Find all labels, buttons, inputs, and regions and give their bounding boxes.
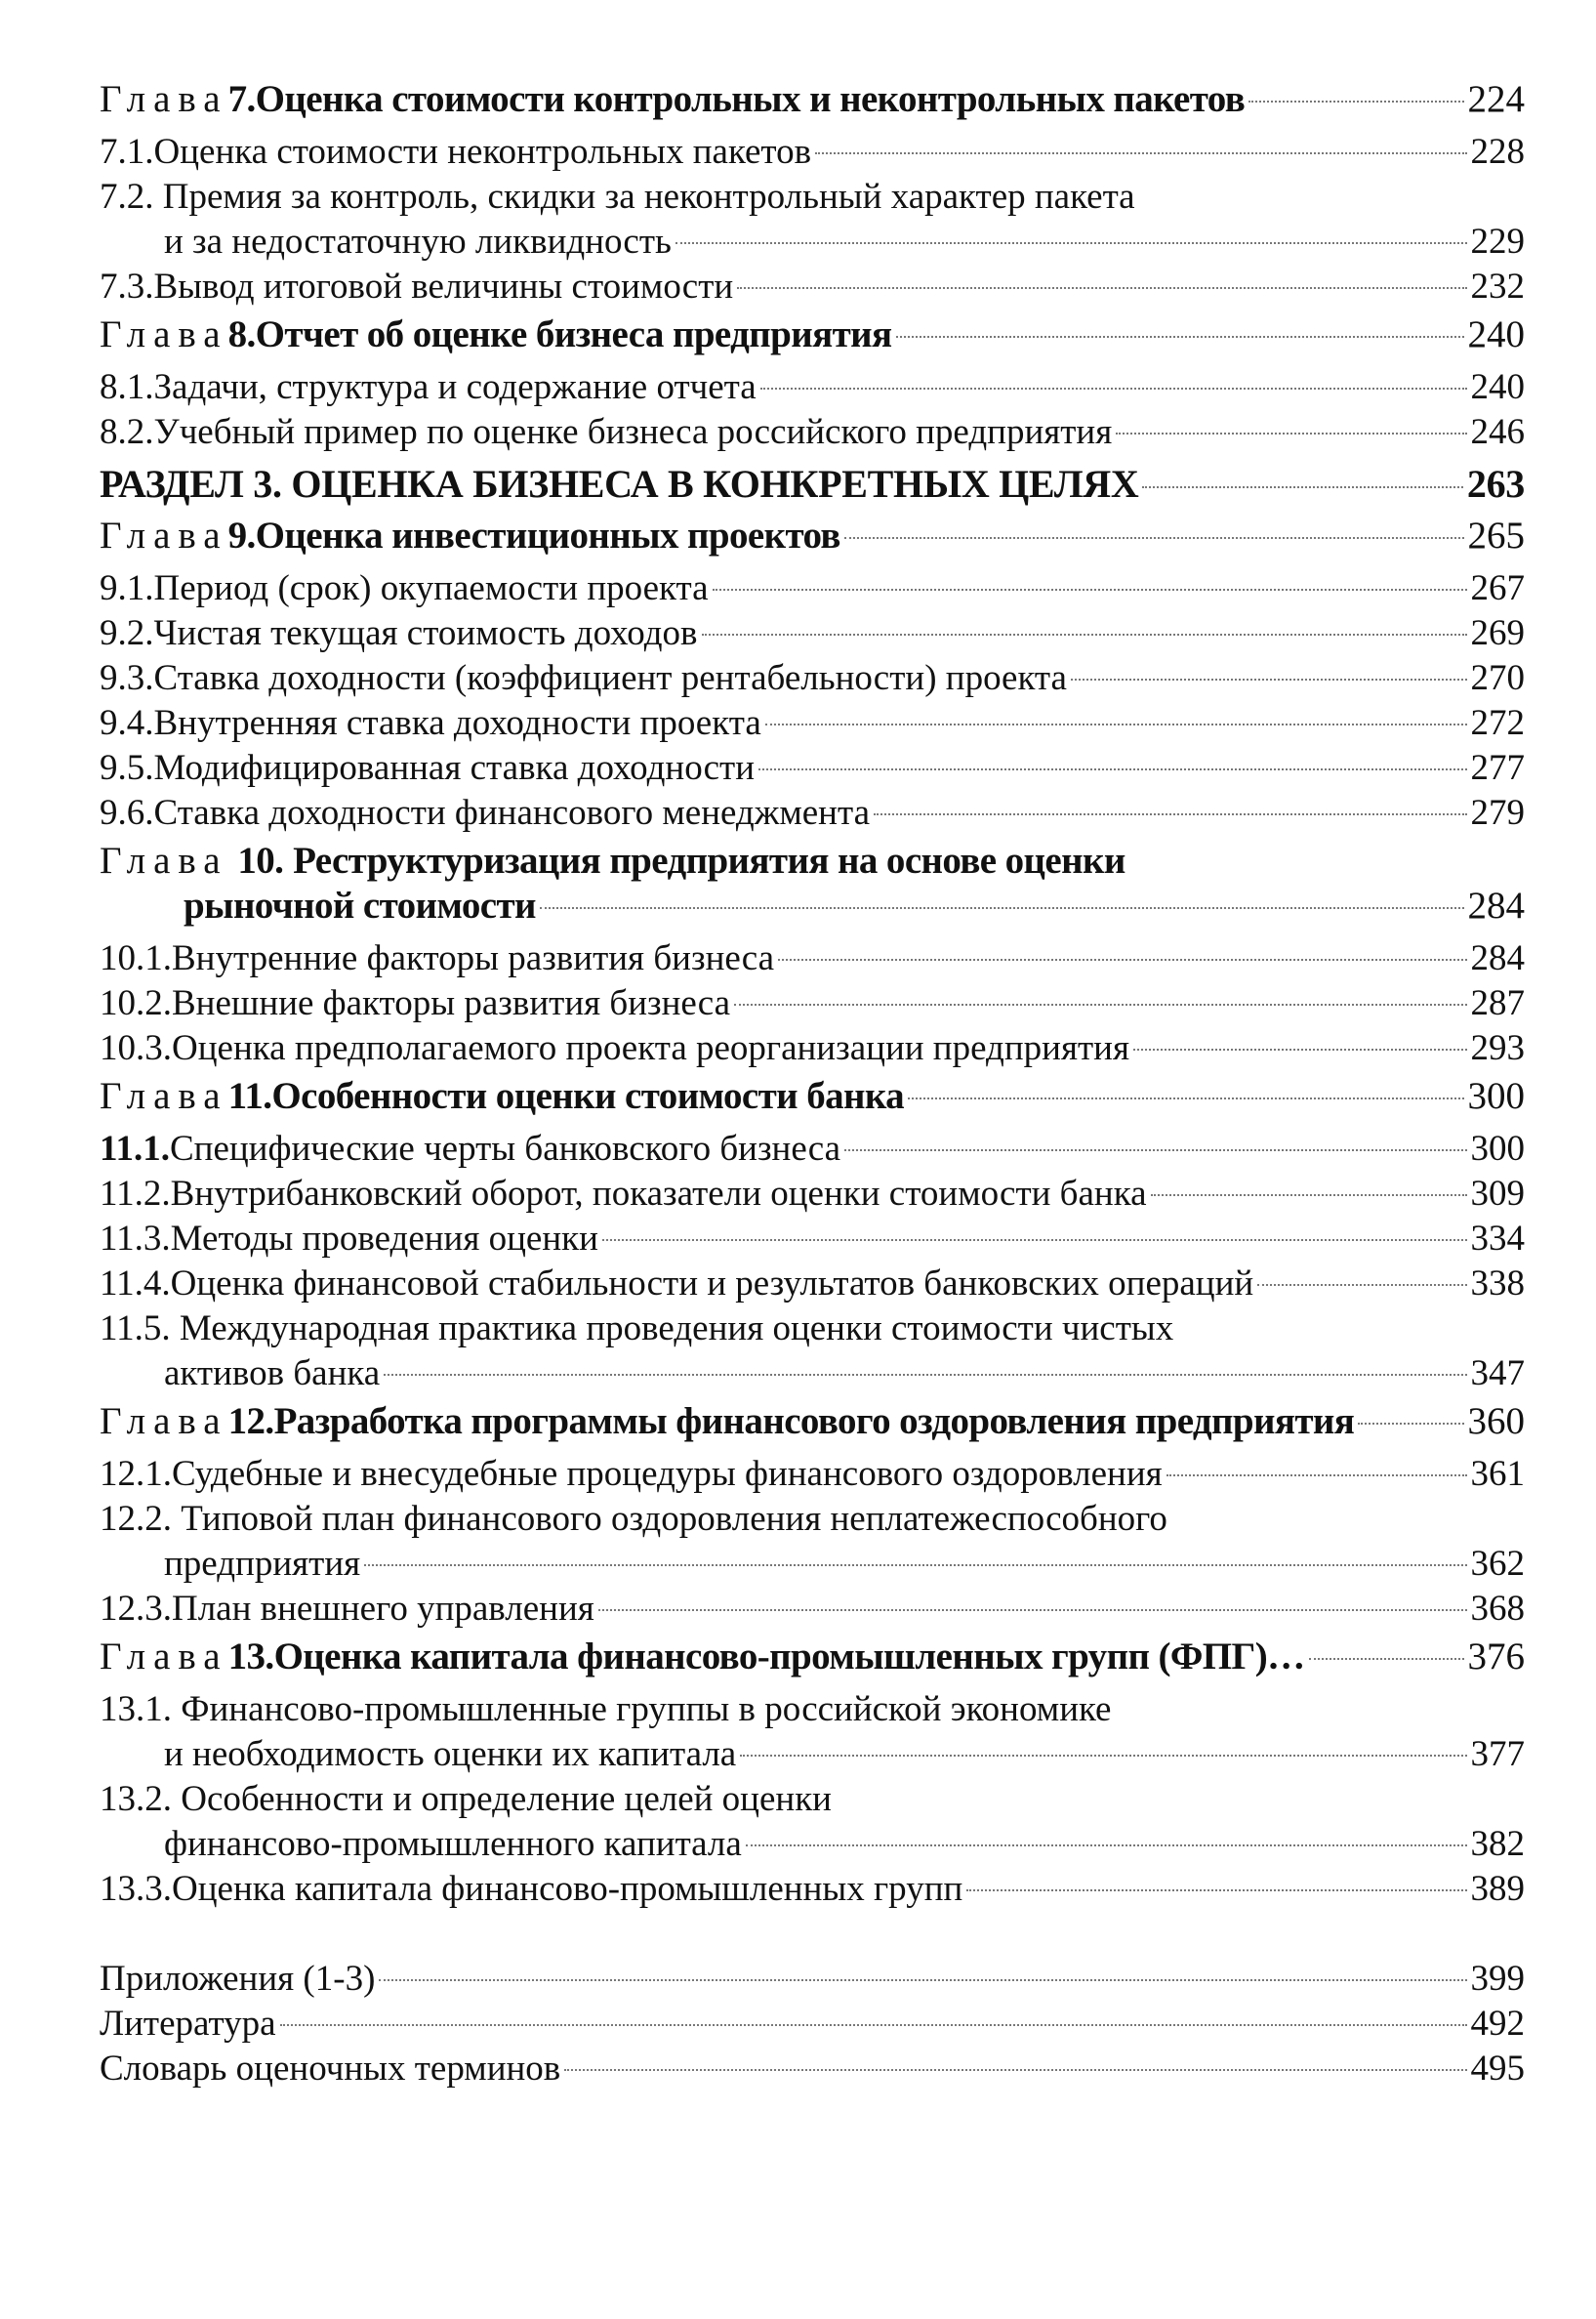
section-title: Внутренние факторы развития бизнеса (172, 938, 775, 978)
entry-line (100, 656, 1525, 701)
dot-leader (874, 813, 1467, 815)
section-title: Оценка капитала финансово-промышленных групп (172, 1869, 963, 1909)
dot-leader (598, 1609, 1467, 1611)
page-number: 361 (1470, 1454, 1525, 1494)
section-title: Внешние факторы развития бизнеса (172, 983, 731, 1023)
entry-line (100, 265, 1525, 310)
page-number: 265 (1467, 515, 1525, 557)
chapter-number: 10. (237, 840, 284, 882)
section-number: 7.3. (100, 267, 154, 307)
entry-line (100, 461, 1525, 508)
section-title: Оценка предполагаемого проекта реорганизации предприятия (172, 1028, 1129, 1068)
section-entry (100, 981, 1525, 1026)
chapter-title: Реструктуризация предприятия на основе оценки (293, 840, 1125, 882)
section-entry (100, 936, 1525, 981)
section-title: Премия за контроль, скидки за неконтрольный характер пакета (162, 177, 1135, 217)
dot-leader (1257, 1284, 1466, 1286)
chapter-title: Отчет об оценке бизнеса предприятия (255, 313, 892, 355)
section-number: 12.2. (100, 1499, 172, 1539)
entry-line-continued (100, 1542, 1525, 1587)
dot-leader (815, 152, 1466, 154)
section-entry (100, 410, 1525, 455)
section-entry (100, 130, 1525, 175)
section-entry (100, 1452, 1525, 1497)
entry-line (100, 365, 1525, 410)
dot-leader (364, 1564, 1466, 1566)
spacer (100, 1912, 1525, 1957)
section-entry (100, 1217, 1525, 1262)
section-title: Международная практика проведения оценки стоимости чистых (179, 1308, 1174, 1348)
section-number: 11.3. (100, 1219, 171, 1259)
section-title: Модифицированная ставка доходности (153, 748, 756, 788)
section-title: Финансово-промышленные группы в российской экономике (181, 1689, 1112, 1729)
section-title: Особенности и определение целей оценки (181, 1779, 832, 1819)
dot-leader (702, 634, 1467, 636)
section-entry (100, 1026, 1525, 1071)
section-entry (100, 1957, 1525, 2002)
section-number: 8.1. (100, 367, 154, 407)
section-entry (100, 365, 1525, 410)
page-number: 263 (1466, 462, 1525, 506)
entry-line (100, 1026, 1525, 1071)
section-entry (100, 1172, 1525, 1217)
page-number: 300 (1470, 1129, 1525, 1169)
page-number: 389 (1470, 1869, 1525, 1909)
chapter-number: 7. (227, 78, 256, 120)
entry-line-continued (100, 884, 1525, 929)
dot-leader (379, 1979, 1466, 1981)
chapter-title: Оценка стоимости контрольных и неконтрольных пакетов (255, 78, 1246, 120)
part-title: РАЗДЕЛ 3. ОЦЕНКА БИЗНЕСА В КОНКРЕТНЫХ ЦЕЛЯХ (100, 462, 1139, 506)
entry-line (100, 2047, 1525, 2091)
section-title: Внутренняя ставка доходности проекта (153, 703, 761, 743)
page-number: 495 (1470, 2049, 1525, 2089)
section-number: 9.2. (100, 613, 154, 653)
dot-leader (778, 959, 1466, 961)
dot-leader (760, 388, 1467, 390)
chapter-entry (100, 839, 1525, 929)
section-number: 11.4. (100, 1263, 171, 1304)
page-number: 240 (1467, 313, 1525, 355)
title-continued: предприятия (164, 1544, 361, 1584)
page-number: 277 (1470, 748, 1525, 788)
entry-line-continued (100, 1732, 1525, 1777)
chapter-label: Глава (100, 1075, 228, 1117)
section-title: Оценка стоимости неконтрольных пакетов (153, 132, 812, 172)
dot-leader (737, 287, 1466, 289)
chapter-label: Глава (100, 1636, 228, 1677)
entry-line (100, 130, 1525, 175)
chapter-entry (100, 1399, 1525, 1444)
entry-line (100, 981, 1525, 1026)
dot-leader (896, 336, 1464, 338)
section-number: 11.1. (100, 1129, 170, 1169)
section-entry (100, 1262, 1525, 1306)
page-number: 240 (1470, 367, 1525, 407)
section-number: 12.3. (100, 1589, 172, 1629)
page-number: 300 (1467, 1075, 1525, 1117)
chapter-title: Разработка программы финансового оздоровления предприятия (273, 1400, 1355, 1442)
entry-line (100, 1262, 1525, 1306)
entry-line (100, 1587, 1525, 1632)
section-number: 9.6. (100, 793, 154, 833)
dot-leader (844, 537, 1464, 539)
title-continued: активов банка (164, 1353, 381, 1393)
title-continued: и за недостаточную ликвидность (164, 222, 672, 262)
section-number: 9.1. (100, 568, 154, 608)
chapter-title: Оценка инвестиционных проектов (255, 515, 840, 557)
section-number: 10.1. (100, 938, 172, 978)
chapter-label: Глава (100, 78, 228, 120)
dot-leader (1309, 1658, 1464, 1660)
dot-leader (564, 2069, 1466, 2071)
section-number: 8.2. (100, 412, 154, 452)
entry-line (100, 1217, 1525, 1262)
dot-leader (280, 2024, 1467, 2026)
entry-line (100, 1687, 1525, 1732)
section-number: 11.2. (100, 1174, 171, 1214)
dot-leader (675, 242, 1467, 244)
dot-leader (1248, 101, 1463, 103)
dot-leader (740, 1755, 1466, 1757)
section-number: 12.1. (100, 1454, 172, 1494)
section-title: Оценка финансовой стабильности и результатов банковских операций (170, 1263, 1254, 1304)
section-title: Внутрибанковский оборот, показатели оценки стоимости банка (170, 1174, 1147, 1214)
part-entry (100, 461, 1525, 508)
section-title: Типовой план финансового оздоровления неплатежеспособного (181, 1499, 1167, 1539)
title-continued: финансово-промышленного капитала (164, 1824, 742, 1864)
page-number: 399 (1470, 1959, 1525, 1999)
dot-leader (713, 589, 1467, 591)
section-entry (100, 265, 1525, 310)
entry-line (100, 2002, 1525, 2047)
chapter-number: 9. (227, 515, 256, 557)
entry-line (100, 791, 1525, 836)
section-title: Учебный пример по оценке бизнеса российского предприятия (153, 412, 1113, 452)
section-entry (100, 1687, 1525, 1777)
section-title: Литература (100, 2004, 276, 2044)
page-number: 376 (1467, 1636, 1525, 1677)
dot-leader (384, 1374, 1466, 1376)
section-title: Чистая текущая стоимость доходов (153, 613, 698, 653)
page-number: 279 (1470, 793, 1525, 833)
page-number: 272 (1470, 703, 1525, 743)
section-title: Приложения (1-3) (100, 1959, 376, 1999)
section-title: Задачи, структура и содержание отчета (153, 367, 757, 407)
page-number: 270 (1470, 658, 1525, 698)
entry-line (100, 611, 1525, 656)
entry-line-continued (100, 1351, 1525, 1396)
entry-line (100, 312, 1525, 357)
section-entry (100, 2002, 1525, 2047)
dot-leader (908, 1097, 1463, 1099)
section-number: 7.2. (100, 177, 154, 217)
dot-leader (540, 907, 1464, 909)
section-entry (100, 566, 1525, 611)
table-of-contents (100, 74, 1525, 2091)
section-entry (100, 175, 1525, 265)
dot-leader (966, 1889, 1466, 1891)
page-number: 284 (1467, 885, 1525, 927)
entry-line (100, 839, 1525, 884)
section-title: Судебные и внесудебные процедуры финансового оздоровления (172, 1454, 1163, 1494)
title-continued: и необходимость оценки их капитала (164, 1734, 737, 1774)
dot-leader (1358, 1423, 1463, 1425)
section-title: Словарь оценочных терминов (100, 2049, 561, 2089)
chapter-number: 12. (227, 1400, 274, 1442)
page-number: 246 (1470, 412, 1525, 452)
page-number: 338 (1470, 1263, 1525, 1304)
chapter-number: 8. (227, 313, 256, 355)
dot-leader (1166, 1474, 1467, 1476)
entry-line (100, 1399, 1525, 1444)
section-number: 11.5. (100, 1308, 171, 1348)
chapter-entry (100, 1074, 1525, 1119)
entry-line (100, 1867, 1525, 1912)
dot-leader (1142, 486, 1462, 488)
dot-leader (602, 1239, 1467, 1241)
chapter-entry (100, 514, 1525, 559)
chapter-entry (100, 1635, 1525, 1679)
entry-line (100, 1957, 1525, 2002)
section-number: 10.2. (100, 983, 172, 1023)
section-title: Специфические черты банковского бизнеса (169, 1129, 840, 1169)
entry-line (100, 1452, 1525, 1497)
section-title: Методы проведения оценки (170, 1219, 598, 1259)
page-number: 267 (1470, 568, 1525, 608)
chapter-title: Оценка капитала финансово-промышленных групп (ФПГ)… (273, 1636, 1305, 1677)
entry-line (100, 1635, 1525, 1679)
section-entry (100, 746, 1525, 791)
entry-line (100, 936, 1525, 981)
page-number: 232 (1470, 267, 1525, 307)
page-number: 347 (1470, 1353, 1525, 1393)
section-title: Период (срок) окупаемости проекта (153, 568, 709, 608)
entry-line (100, 701, 1525, 746)
section-entry (100, 656, 1525, 701)
chapter-entry (100, 77, 1525, 122)
section-number: 9.4. (100, 703, 154, 743)
section-number: 13.1. (100, 1689, 172, 1729)
entry-line (100, 77, 1525, 122)
entry-line (100, 1074, 1525, 1119)
entry-line (100, 566, 1525, 611)
section-number: 13.2. (100, 1779, 172, 1819)
section-title: План внешнего управления (172, 1589, 594, 1629)
dot-leader (1133, 1049, 1467, 1051)
entry-line (100, 746, 1525, 791)
page-number: 287 (1470, 983, 1525, 1023)
section-entry (100, 1867, 1525, 1912)
dot-leader (765, 724, 1467, 725)
page-number: 360 (1467, 1400, 1525, 1442)
section-entry (100, 1127, 1525, 1172)
chapter-number: 13. (227, 1636, 274, 1677)
chapter-number: 11. (227, 1075, 272, 1117)
page-number: 309 (1470, 1174, 1525, 1214)
page-number: 228 (1470, 132, 1525, 172)
page-number: 224 (1467, 78, 1525, 120)
chapter-label: Глава (100, 313, 228, 355)
section-entry (100, 2047, 1525, 2091)
dot-leader (734, 1004, 1466, 1006)
section-number: 7.1. (100, 132, 154, 172)
chapter-label: Глава (100, 1400, 228, 1442)
entry-line-continued (100, 220, 1525, 265)
entry-line (100, 1127, 1525, 1172)
page-number: 334 (1470, 1219, 1525, 1259)
chapter-label: Глава (100, 840, 228, 882)
chapter-label: Глава (100, 515, 228, 557)
page-number: 269 (1470, 613, 1525, 653)
section-entry (100, 1497, 1525, 1587)
page-number: 362 (1470, 1544, 1525, 1584)
section-entry (100, 1306, 1525, 1396)
dot-leader (746, 1844, 1467, 1846)
dot-leader (1071, 679, 1467, 681)
dot-leader (844, 1149, 1467, 1151)
section-title: Ставка доходности финансового менеджмента (153, 793, 870, 833)
chapter-entry (100, 312, 1525, 357)
section-number: 10.3. (100, 1028, 172, 1068)
page-number: 382 (1470, 1824, 1525, 1864)
section-entry (100, 1587, 1525, 1632)
dot-leader (1151, 1194, 1467, 1196)
entry-line (100, 1497, 1525, 1542)
section-entry (100, 611, 1525, 656)
page-number: 284 (1470, 938, 1525, 978)
page-number: 492 (1470, 2004, 1525, 2044)
entry-line (100, 514, 1525, 559)
entry-line (100, 1306, 1525, 1351)
entry-line (100, 1172, 1525, 1217)
section-entry (100, 701, 1525, 746)
entry-line (100, 410, 1525, 455)
section-entry (100, 1777, 1525, 1867)
entry-line (100, 175, 1525, 220)
dot-leader (1116, 433, 1466, 435)
page-number: 293 (1470, 1028, 1525, 1068)
section-number: 9.3. (100, 658, 154, 698)
section-title: Ставка доходности (коэффициент рентабельности) проекта (153, 658, 1067, 698)
section-number: 9.5. (100, 748, 154, 788)
section-number: 13.3. (100, 1869, 172, 1909)
dot-leader (758, 768, 1466, 770)
title-continued: рыночной стоимости (184, 885, 536, 927)
page-number: 229 (1470, 222, 1525, 262)
section-title: Вывод итоговой величины стоимости (153, 267, 734, 307)
entry-line (100, 1777, 1525, 1822)
entry-line-continued (100, 1822, 1525, 1867)
section-entry (100, 791, 1525, 836)
chapter-title: Особенности оценки стоимости банка (271, 1075, 905, 1117)
page-number: 377 (1470, 1734, 1525, 1774)
page-number: 368 (1470, 1589, 1525, 1629)
